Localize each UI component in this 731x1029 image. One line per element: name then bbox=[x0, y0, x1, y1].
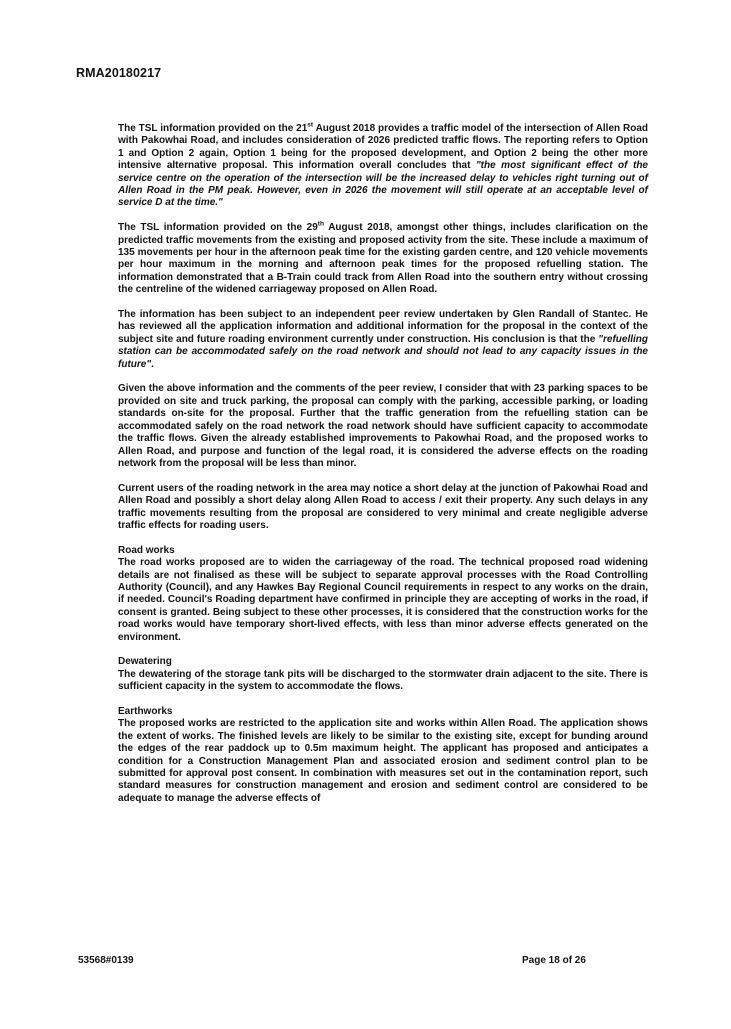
footer-document-id: 53568#0139 bbox=[78, 955, 134, 966]
paragraph-dewatering: The dewatering of the storage tank pits will be discharged to the stormwater drain adjacent to the site. There is sufficient capacity in the system to accommodate the flows. bbox=[118, 668, 648, 693]
section-heading-road-works: Road works bbox=[118, 544, 175, 556]
paragraph-peer-review bbox=[118, 309, 648, 371]
quoted-conclusion: "the most significant effect of the service centre on the operation of the intersection will be the increased delay to vehicles right turning out of Allen Road in the PM peak. However, even in 2026 the movement will still operate at an acceptable level of service D at the time." bbox=[118, 160, 648, 209]
quoted-conclusion: "refuelling station can be accommodated safely on the road network and should not lead to any capacity issues in the future" bbox=[118, 333, 648, 370]
paragraph-text: The TSL information provided on the 29 bbox=[118, 222, 318, 234]
paragraph-text: . bbox=[151, 358, 154, 370]
paragraph-parking-assessment: Given the above information and the comments of the peer review, I consider that with 23 parking spaces to be provided on site and truck parking, the proposal can comply with the parking, accessible parking, or loading standards on-site for the proposal. Further that the traffic generation from the refuelling station can be accommodated safely on the road network the road network should have sufficient capacity to accommodate the traffic flows. Given the already established improvements to Pakowhai Road, and the proposed works to Allen Road, and purpose and function of the legal road, it is considered the adverse effects on the roading network from the proposal will be less than minor. bbox=[118, 383, 648, 469]
paragraph-text: The TSL information provided on the 21 bbox=[118, 123, 308, 134]
paragraph-road-works: The road works proposed are to widen the carriageway of the road. The technical proposed road widening details are not finalised as these will be subject to separate approval processes with the Road Controlling Authority (Council), and any Hawkes Bay Regional Council requirements in respect to any works on the drain, if needed. Council's Roading department have confirmed in principle they are accepting of works in the road, if consent is granted. Being subject to these other processes, it is considered that the construction works for the road works would have temporary short-lived effects, with less than minor adverse effects generated on the environment. bbox=[118, 557, 648, 643]
paragraph-current-users: Current users of the roading network in the area may notice a short delay at the junction of Pakowhai Road and Allen Road and possibly a short delay along Allen Road to access / exit their property. Any such delays in any traffic movements resulting from the proposal are considered to very minimal and create negligible adverse traffic effects for roading users. bbox=[118, 482, 648, 531]
section-heading-dewatering: Dewatering bbox=[118, 656, 172, 668]
document-body bbox=[118, 123, 648, 805]
paragraph-text: August 2018 provides a traffic model of the intersection of Allen Road with Pakowhai Road, and includes consideration of 2026 predicted traffic flows. The reporting refers to Option 1 and Option 2 again, Option 1 being for the proposed development, and Option 2 being the other more intensive alternative proposal. This information overall concludes that bbox=[118, 123, 648, 172]
section-heading-earthworks: Earthworks bbox=[118, 705, 173, 717]
paragraph-tsl-29-august bbox=[118, 222, 648, 296]
ordinal-suffix: st bbox=[307, 121, 314, 129]
paragraph-text: The information has been subject to an independent peer review undertaken by Glen Randall of Stantec. He has reviewed all the application information and additional information for the proposal in the context of the subject site and future roading environment currently under construction. His conclusion is that the bbox=[118, 309, 648, 345]
ordinal-suffix: th bbox=[317, 220, 324, 228]
paragraph-tsl-21-august bbox=[118, 123, 648, 210]
document-reference: RMA20180217 bbox=[76, 66, 162, 80]
paragraph-text: August 2018, amongst other things, includes clarification on the predicted traffic movements from the existing and proposed activity from the site. These include a maximum of 135 movements per hour in the afternoon peak time for the existing garden centre, and 120 vehicle movements per hour maximum in the morning and afternoon peak times for the proposed refuelling station. The information demonstrated that a B-Train could track from Allen Road into the southern entry without crossing the centreline of the widened carriageway proposed on Allen Road. bbox=[118, 222, 649, 296]
paragraph-earthworks: The proposed works are restricted to the application site and works within Allen Road. The application shows the extent of works. The finished levels are likely to be similar to the existing site, except for bunding around the edges of the rear paddock up to 0.5m maximum height. The applicant has proposed and anticipates a condition for a Construction Management Plan and associated erosion and sediment control plan to be submitted for approval post consent. In combination with measures set out in the contamination report, such standard measures for construction management and erosion and sediment control are considered to be adequate to manage the adverse effects of bbox=[118, 718, 648, 804]
footer-page-number: Page 18 of 26 bbox=[522, 955, 586, 966]
